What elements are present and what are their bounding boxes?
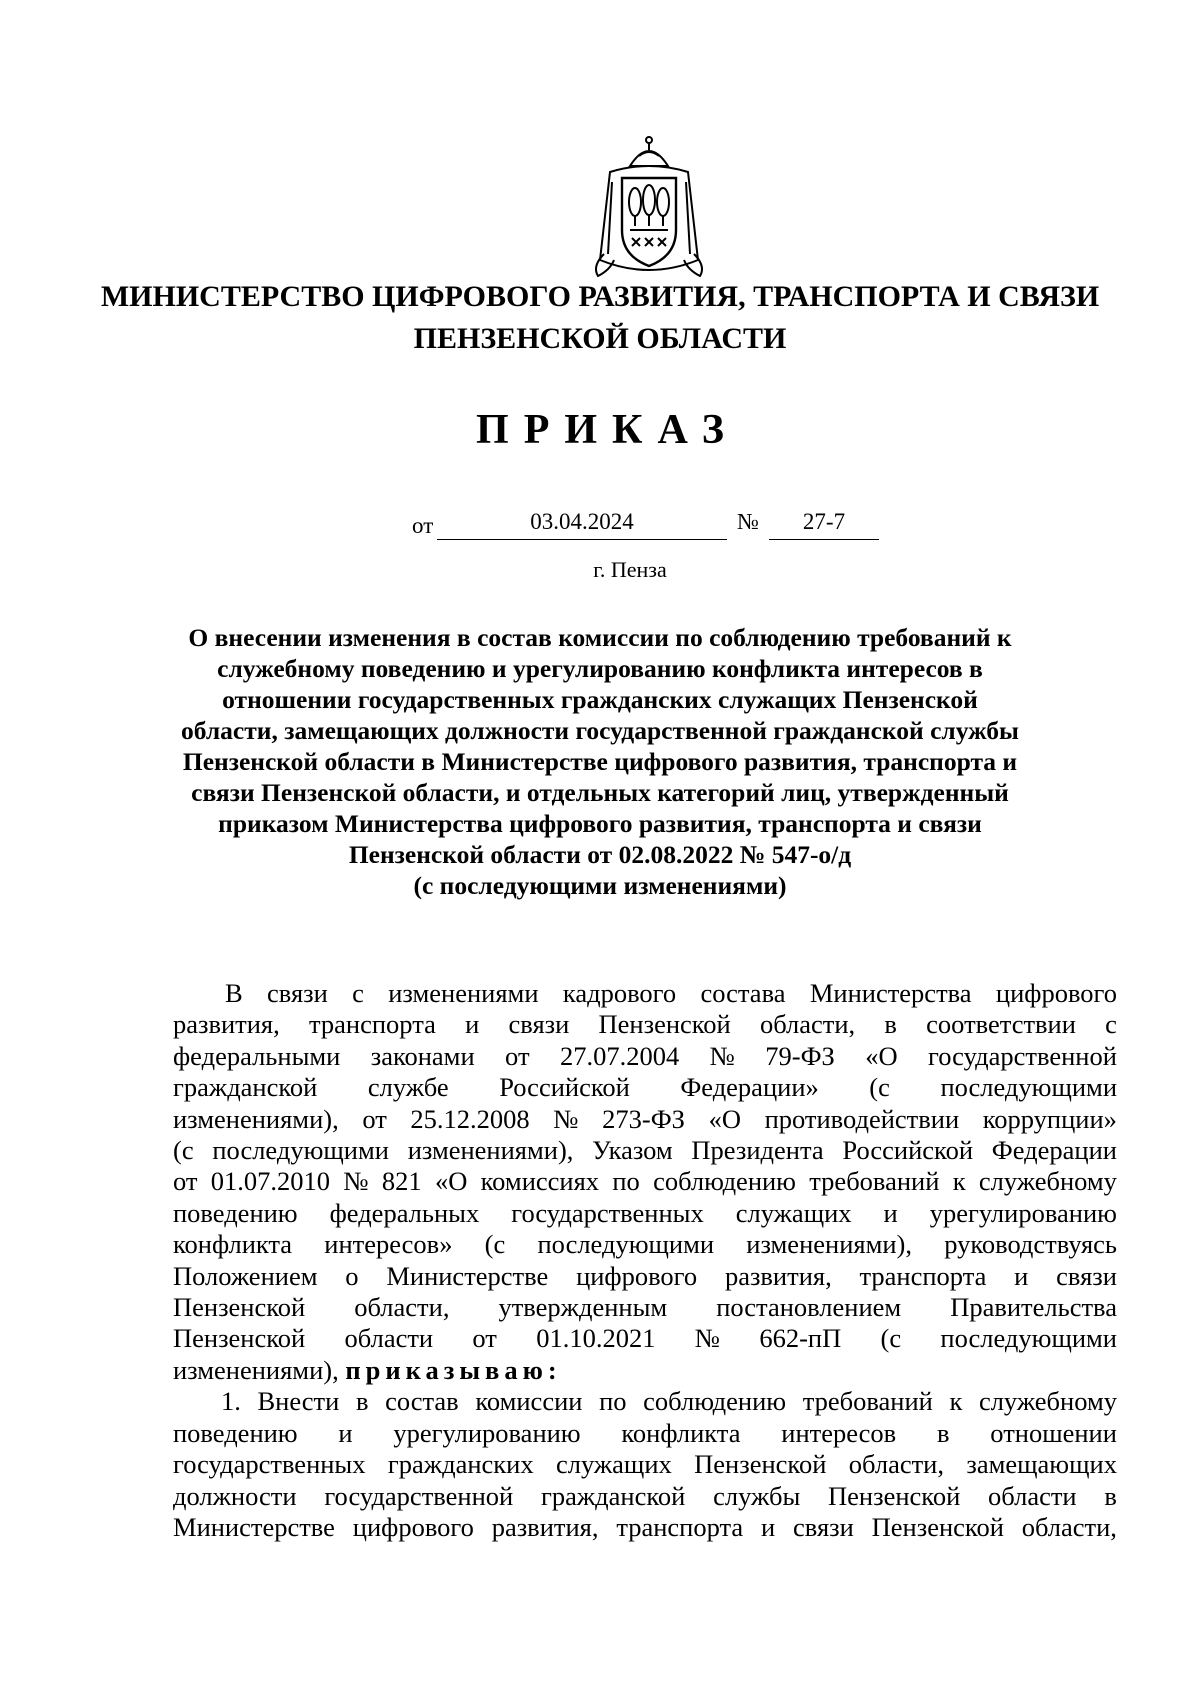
word: законами: [370, 1040, 475, 1071]
word: служебному: [978, 1166, 1117, 1197]
preamble-line: [173, 978, 1117, 1009]
word: конфликта: [621, 1417, 741, 1448]
word: «О: [708, 1103, 741, 1134]
word: последующими: [537, 1229, 715, 1260]
subject-line: служебному поведению и урегулированию конфликта интересов в: [217, 654, 983, 683]
subject-line: Пензенской области от 02.08.2022 № 547-о/д: [348, 840, 852, 869]
word: постановлением: [716, 1292, 902, 1323]
document-requisites: [0, 505, 1200, 545]
preamble-line: [173, 1292, 1117, 1323]
word: Российской: [842, 1135, 974, 1166]
word: Министерстве: [386, 1260, 549, 1291]
word: должности: [173, 1480, 297, 1511]
word: связи: [793, 1511, 854, 1542]
word: комиссии: [475, 1386, 583, 1417]
word: (с: [880, 1323, 902, 1354]
word: по: [599, 1386, 627, 1417]
word: изменениями),: [746, 1229, 912, 1260]
preamble-line: [173, 1198, 1117, 1229]
word: службе: [367, 1072, 449, 1103]
word: последующими: [940, 1323, 1117, 1354]
preamble-last-line: [173, 1355, 1117, 1386]
preamble-line: [173, 1041, 1117, 1072]
subject-line: Пензенской области в Министерстве цифрового развития, транспорта и: [182, 747, 1018, 776]
word: транспорта: [859, 1260, 987, 1291]
word: государственных: [173, 1449, 366, 1480]
word: Федерации»: [680, 1072, 819, 1103]
preamble-line: [173, 1135, 1117, 1166]
word: связи: [267, 978, 328, 1008]
word: коррупции»: [982, 1103, 1117, 1134]
subject-line: отношении государственных гражданских служащих Пензенской: [222, 685, 978, 714]
word: конфликта: [173, 1229, 293, 1260]
word: Указом: [592, 1135, 673, 1166]
word: Пензенской: [173, 1323, 306, 1354]
word: требований: [809, 1166, 940, 1197]
word: Пензенской: [598, 1009, 731, 1040]
word: Пензенской: [173, 1292, 306, 1323]
preamble-line: [173, 1261, 1117, 1292]
word: замещающих: [966, 1449, 1117, 1480]
item-line: [173, 1512, 1117, 1543]
number-label: №: [737, 509, 759, 534]
word: 25.12.2008: [410, 1103, 530, 1134]
word: цифрового: [352, 1511, 474, 1542]
word: №: [709, 1040, 735, 1071]
word: государственной: [928, 1040, 1117, 1071]
subject-line: приказом Министерства цифрового развития, транспорта и связи: [218, 809, 982, 838]
word: интересов: [781, 1417, 897, 1448]
word: федеральными: [173, 1040, 341, 1071]
word: соответствии: [926, 1009, 1076, 1040]
word: Внести: [257, 1386, 340, 1417]
word: цифрового: [576, 1260, 698, 1291]
word: и: [338, 1417, 353, 1448]
word: 273-ФЗ: [602, 1103, 685, 1134]
word: изменениями),: [173, 1103, 339, 1134]
word: государственной: [324, 1480, 514, 1511]
word: к: [952, 1166, 966, 1197]
word: развития,: [173, 1009, 280, 1040]
word: №: [553, 1103, 579, 1134]
word: связи: [1056, 1260, 1117, 1291]
item-line: [173, 1386, 1117, 1417]
word: связи: [508, 1009, 570, 1040]
date-label: от: [412, 513, 434, 538]
ministry-name-line1: МИНИСТЕРСТВО ЦИФРОВОГО РАЗВИТИЯ, ТРАНСПОРТА И СВЯЗИ: [100, 280, 1100, 313]
document-type-title: ПРИКАЗ: [476, 407, 739, 453]
preamble-last-text: изменениями),: [173, 1354, 339, 1385]
word: в: [936, 1417, 950, 1448]
ministry-name-line2: ПЕНЗЕНСКОЙ ОБЛАСТИ: [413, 322, 787, 355]
word: гражданской: [540, 1480, 686, 1511]
word: гражданских: [387, 1449, 534, 1480]
word: соблюдению: [653, 1166, 796, 1197]
preamble-line: [173, 1009, 1117, 1040]
word: кадрового: [562, 978, 677, 1008]
word: поведению: [173, 1197, 298, 1228]
word: развития,: [724, 1260, 832, 1291]
word: Министерстве: [173, 1511, 335, 1542]
preamble-line: [173, 1229, 1117, 1260]
word: поведению: [173, 1417, 298, 1448]
city-label: г. Пенза: [593, 557, 667, 582]
word: №: [343, 1166, 369, 1197]
word: службы: [713, 1480, 801, 1511]
word: отношении: [990, 1417, 1117, 1448]
word: (с: [484, 1229, 506, 1260]
word: области,: [848, 1449, 944, 1480]
word: служащих: [735, 1197, 852, 1228]
word: состава: [700, 978, 786, 1008]
word: цифрового: [995, 978, 1117, 1008]
word: и: [1014, 1260, 1029, 1291]
word: и: [883, 1197, 898, 1228]
word: служащих: [555, 1449, 672, 1480]
subject-line: (с последующими изменениями): [413, 871, 787, 900]
word: «О: [434, 1166, 468, 1197]
word: и: [761, 1511, 776, 1542]
word: Пензенской: [694, 1449, 827, 1480]
word: урегулированию: [393, 1417, 581, 1448]
subject-line: области, замещающих должности государственной гражданской службы: [181, 716, 1019, 745]
word: к: [949, 1386, 963, 1417]
word: последующими: [212, 1135, 389, 1166]
subject-line: связи Пензенской области, и отдельных категорий лиц, утвержденный: [191, 778, 1009, 807]
word: 662-пП: [759, 1323, 842, 1354]
item-line: [173, 1418, 1117, 1449]
item-line: [173, 1449, 1117, 1480]
word: и: [465, 1009, 480, 1040]
word: руководствуясь: [944, 1229, 1117, 1260]
word: от: [362, 1103, 387, 1134]
word: Министерства: [809, 978, 972, 1008]
word: области,: [1021, 1511, 1117, 1542]
word: 01.10.2021: [536, 1323, 656, 1354]
word: области,: [759, 1009, 856, 1040]
word: Положением: [173, 1260, 318, 1291]
word: №: [694, 1323, 721, 1354]
word: изменениями: [388, 978, 539, 1008]
document-subject: [160, 622, 1040, 901]
item-line: [173, 1481, 1117, 1512]
preamble-line: [173, 1072, 1117, 1103]
word: (с: [173, 1135, 194, 1166]
word: 821: [381, 1166, 422, 1197]
word: по: [612, 1166, 640, 1197]
word: состав: [385, 1386, 459, 1417]
word: 79-ФЗ: [765, 1040, 835, 1071]
preamble-line: [173, 1323, 1117, 1354]
word: служебному: [978, 1386, 1117, 1417]
word: интересов»: [324, 1229, 453, 1260]
word: от: [173, 1166, 198, 1197]
word: Президента: [691, 1135, 824, 1166]
word: федеральных: [329, 1197, 480, 1228]
order-word: приказываю:: [345, 1354, 562, 1385]
word: 01.07.2010: [210, 1166, 331, 1197]
word: в: [884, 1009, 897, 1040]
word: соблюдению: [643, 1386, 787, 1417]
word: изменениями),: [407, 1135, 574, 1166]
subject-line: О внесении изменения в состав комиссии по соблюдению требований к: [188, 623, 1012, 652]
word: Пензенской: [828, 1480, 961, 1511]
preamble-line: [173, 1104, 1117, 1135]
word: транспорта: [616, 1511, 744, 1542]
word: требований: [802, 1386, 933, 1417]
word: транспорта: [309, 1009, 436, 1040]
word: развития,: [491, 1511, 599, 1542]
word: от: [505, 1040, 530, 1071]
word: в: [1104, 1480, 1117, 1511]
word: Федерации: [991, 1135, 1117, 1166]
word: от: [472, 1323, 497, 1354]
document-body: [173, 978, 1117, 1543]
word: в: [355, 1386, 369, 1417]
word: В: [225, 978, 243, 1008]
document-number: 27-7: [769, 509, 879, 540]
word: с: [1105, 1009, 1117, 1040]
word: области,: [354, 1292, 450, 1323]
word: области: [988, 1480, 1077, 1511]
coat-of-arms-icon: [590, 130, 708, 282]
word: Пензенской: [871, 1511, 1004, 1542]
document-date: 03.04.2024: [437, 509, 727, 540]
word: урегулированию: [929, 1197, 1117, 1228]
word: «О: [865, 1040, 898, 1071]
word: государственных: [511, 1197, 704, 1228]
word: с: [352, 978, 364, 1008]
word: 1.: [221, 1386, 241, 1417]
word: (с: [869, 1072, 890, 1103]
word: гражданской: [173, 1072, 318, 1103]
word: области: [344, 1323, 434, 1354]
word: последующими: [940, 1072, 1117, 1103]
word: о: [345, 1260, 359, 1291]
preamble-line: [173, 1166, 1117, 1197]
word: Правительства: [950, 1292, 1117, 1323]
word: противодействии: [764, 1103, 960, 1134]
word: Российской: [499, 1072, 630, 1103]
word: комиссиях: [480, 1166, 600, 1197]
word: утвержденным: [498, 1292, 668, 1323]
word: 27.07.2004: [559, 1040, 680, 1071]
